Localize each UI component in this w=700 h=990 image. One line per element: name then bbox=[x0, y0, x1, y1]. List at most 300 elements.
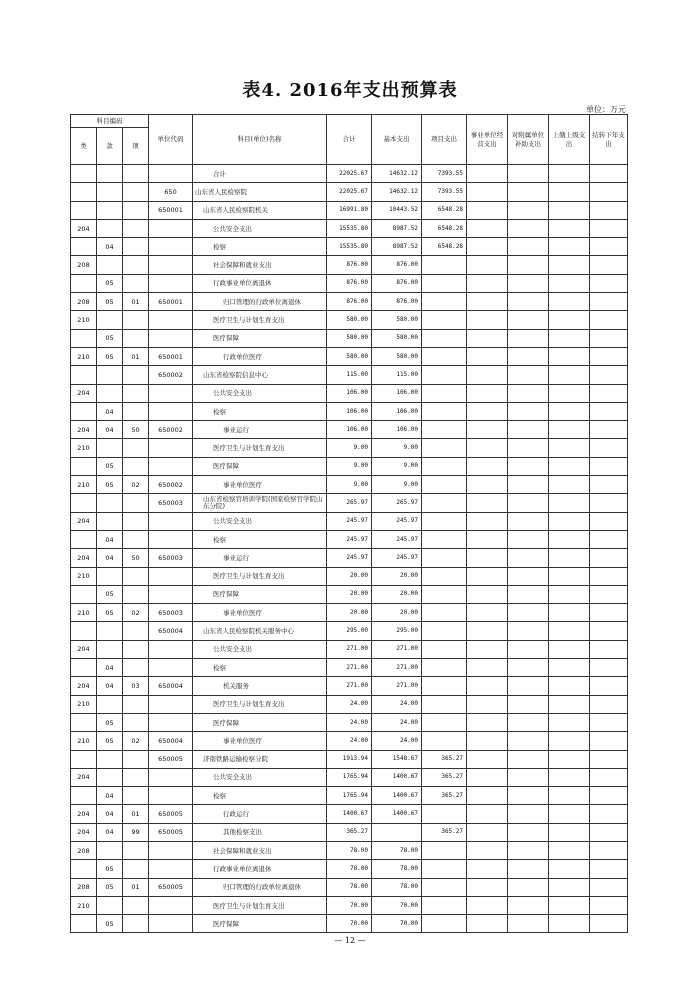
table-row bbox=[71, 457, 628, 475]
cell-project bbox=[422, 347, 467, 365]
cell-subsidy bbox=[508, 677, 549, 695]
cell-basic: 580.00 bbox=[372, 347, 422, 365]
cell-total: 245.97 bbox=[327, 549, 372, 567]
cell-kuan: 04 bbox=[97, 530, 123, 548]
cell-business bbox=[467, 274, 508, 292]
cell-project bbox=[422, 402, 467, 420]
cell-project bbox=[422, 311, 467, 329]
cell-carry bbox=[590, 219, 628, 237]
cell-business bbox=[467, 183, 508, 201]
cell-xiang bbox=[123, 219, 149, 237]
cell-lei bbox=[71, 622, 97, 640]
cell-business bbox=[467, 604, 508, 622]
cell-upper bbox=[549, 329, 590, 347]
cell-carry bbox=[590, 659, 628, 677]
cell-xiang bbox=[123, 659, 149, 677]
cell-basic: 1400.67 bbox=[372, 787, 422, 805]
budget-table bbox=[70, 114, 628, 933]
cell-basic bbox=[372, 823, 422, 841]
cell-basic: 10443.52 bbox=[372, 201, 422, 219]
cell-total: 1913.94 bbox=[327, 750, 372, 768]
cell-business bbox=[467, 585, 508, 603]
cell-subsidy bbox=[508, 329, 549, 347]
cell-lei: 204 bbox=[71, 384, 97, 402]
cell-total: 106.00 bbox=[327, 421, 372, 439]
page-title: 表4. 2016年支出预算表 bbox=[242, 80, 458, 101]
cell-business bbox=[467, 494, 508, 512]
cell-carry bbox=[590, 256, 628, 274]
cell-name: 行政事业单位离退休 bbox=[193, 860, 327, 878]
cell-basic: 271.00 bbox=[372, 640, 422, 658]
cell-unit-code: 650001 bbox=[149, 201, 193, 219]
cell-kuan: 05 bbox=[97, 476, 123, 494]
cell-lei bbox=[71, 659, 97, 677]
cell-kuan: 04 bbox=[97, 421, 123, 439]
cell-unit-code bbox=[149, 512, 193, 530]
cell-basic: 245.97 bbox=[372, 549, 422, 567]
cell-upper bbox=[549, 238, 590, 256]
cell-subsidy bbox=[508, 585, 549, 603]
cell-lei: 210 bbox=[71, 439, 97, 457]
cell-upper bbox=[549, 841, 590, 859]
cell-upper bbox=[549, 549, 590, 567]
cell-carry bbox=[590, 165, 628, 183]
cell-kuan bbox=[97, 841, 123, 859]
header-lei: 类 bbox=[71, 128, 97, 165]
table-row bbox=[71, 659, 628, 677]
cell-name: 山东省人民检察院机关服务中心 bbox=[193, 622, 327, 640]
cell-kuan: 04 bbox=[97, 402, 123, 420]
cell-unit-code: 650002 bbox=[149, 421, 193, 439]
cell-business bbox=[467, 805, 508, 823]
cell-project bbox=[422, 732, 467, 750]
cell-project: 6548.28 bbox=[422, 201, 467, 219]
cell-upper bbox=[549, 439, 590, 457]
cell-basic: 24.00 bbox=[372, 695, 422, 713]
cell-carry bbox=[590, 347, 628, 365]
cell-unit-code bbox=[149, 787, 193, 805]
cell-basic: 70.00 bbox=[372, 896, 422, 914]
header-basic: 基本支出 bbox=[372, 115, 422, 165]
cell-project bbox=[422, 567, 467, 585]
cell-total: 22025.67 bbox=[327, 165, 372, 183]
cell-unit-code bbox=[149, 238, 193, 256]
cell-unit-code: 650003 bbox=[149, 549, 193, 567]
cell-kuan: 04 bbox=[97, 238, 123, 256]
cell-unit-code bbox=[149, 311, 193, 329]
cell-name: 医疗保障 bbox=[193, 915, 327, 933]
cell-total: 70.00 bbox=[327, 915, 372, 933]
cell-carry bbox=[590, 732, 628, 750]
cell-basic: 9.00 bbox=[372, 476, 422, 494]
budget-table-container bbox=[70, 114, 628, 933]
cell-xiang: 01 bbox=[123, 347, 149, 365]
cell-business bbox=[467, 530, 508, 548]
cell-xiang bbox=[123, 494, 149, 512]
cell-business bbox=[467, 347, 508, 365]
cell-kuan bbox=[97, 494, 123, 512]
cell-lei bbox=[71, 713, 97, 731]
cell-lei: 208 bbox=[71, 293, 97, 311]
cell-kuan bbox=[97, 183, 123, 201]
cell-lei bbox=[71, 585, 97, 603]
cell-carry bbox=[590, 201, 628, 219]
cell-name: 社会保障和就业支出 bbox=[193, 841, 327, 859]
cell-unit-code bbox=[149, 439, 193, 457]
cell-upper bbox=[549, 274, 590, 292]
cell-upper bbox=[549, 860, 590, 878]
cell-project bbox=[422, 659, 467, 677]
cell-upper bbox=[549, 768, 590, 786]
cell-upper bbox=[549, 165, 590, 183]
cell-total: 580.00 bbox=[327, 329, 372, 347]
cell-basic: 1400.67 bbox=[372, 768, 422, 786]
cell-carry bbox=[590, 604, 628, 622]
cell-business bbox=[467, 896, 508, 914]
cell-upper bbox=[549, 494, 590, 512]
cell-business bbox=[467, 622, 508, 640]
cell-lei bbox=[71, 274, 97, 292]
cell-total: 9.00 bbox=[327, 476, 372, 494]
cell-subsidy bbox=[508, 347, 549, 365]
cell-unit-code: 650002 bbox=[149, 476, 193, 494]
cell-basic: 78.00 bbox=[372, 841, 422, 859]
cell-lei: 210 bbox=[71, 695, 97, 713]
cell-xiang bbox=[123, 238, 149, 256]
cell-carry bbox=[590, 622, 628, 640]
page-number: — 12 — bbox=[334, 936, 366, 945]
cell-xiang bbox=[123, 530, 149, 548]
cell-lei bbox=[71, 787, 97, 805]
cell-project bbox=[422, 274, 467, 292]
cell-unit-code bbox=[149, 219, 193, 237]
cell-lei: 208 bbox=[71, 256, 97, 274]
cell-carry bbox=[590, 713, 628, 731]
cell-carry bbox=[590, 768, 628, 786]
cell-basic: 24.00 bbox=[372, 713, 422, 731]
cell-project bbox=[422, 860, 467, 878]
cell-kuan bbox=[97, 512, 123, 530]
header-subject-code: 科目编码 bbox=[71, 115, 149, 128]
cell-project bbox=[422, 841, 467, 859]
cell-lei bbox=[71, 860, 97, 878]
cell-lei bbox=[71, 183, 97, 201]
cell-unit-code bbox=[149, 896, 193, 914]
cell-xiang bbox=[123, 695, 149, 713]
table-row bbox=[71, 219, 628, 237]
cell-xiang bbox=[123, 329, 149, 347]
cell-unit-code: 650005 bbox=[149, 750, 193, 768]
cell-lei: 204 bbox=[71, 512, 97, 530]
cell-upper bbox=[549, 585, 590, 603]
cell-xiang bbox=[123, 402, 149, 420]
cell-kuan: 04 bbox=[97, 549, 123, 567]
cell-name: 事业单位医疗 bbox=[193, 476, 327, 494]
cell-xiang bbox=[123, 713, 149, 731]
cell-total: 1765.94 bbox=[327, 787, 372, 805]
cell-unit-code bbox=[149, 457, 193, 475]
cell-total: 9.00 bbox=[327, 457, 372, 475]
cell-name: 医疗卫生与计划生育支出 bbox=[193, 896, 327, 914]
table-row bbox=[71, 256, 628, 274]
cell-business bbox=[467, 823, 508, 841]
cell-name: 合计 bbox=[193, 165, 327, 183]
cell-subsidy bbox=[508, 604, 549, 622]
cell-kuan bbox=[97, 768, 123, 786]
cell-unit-code: 650001 bbox=[149, 293, 193, 311]
cell-carry bbox=[590, 878, 628, 896]
cell-business bbox=[467, 201, 508, 219]
cell-xiang bbox=[123, 311, 149, 329]
cell-basic: 245.97 bbox=[372, 512, 422, 530]
cell-xiang: 50 bbox=[123, 421, 149, 439]
cell-business bbox=[467, 915, 508, 933]
cell-project bbox=[422, 805, 467, 823]
header-xiang: 项 bbox=[123, 128, 149, 165]
cell-upper bbox=[549, 530, 590, 548]
table-row bbox=[71, 841, 628, 859]
cell-lei bbox=[71, 201, 97, 219]
cell-name: 山东省检察官培训学院(国家检察官学院山东分院) bbox=[193, 494, 327, 512]
cell-xiang: 50 bbox=[123, 549, 149, 567]
cell-project: 365.27 bbox=[422, 823, 467, 841]
cell-business bbox=[467, 256, 508, 274]
cell-lei: 210 bbox=[71, 732, 97, 750]
cell-basic: 271.00 bbox=[372, 659, 422, 677]
cell-kuan: 04 bbox=[97, 787, 123, 805]
cell-carry bbox=[590, 366, 628, 384]
cell-subsidy bbox=[508, 787, 549, 805]
table-row bbox=[71, 622, 628, 640]
cell-unit-code: 650004 bbox=[149, 732, 193, 750]
cell-project: 365.27 bbox=[422, 787, 467, 805]
cell-project: 7393.55 bbox=[422, 183, 467, 201]
cell-xiang: 99 bbox=[123, 823, 149, 841]
cell-kuan: 05 bbox=[97, 860, 123, 878]
cell-lei: 204 bbox=[71, 768, 97, 786]
cell-unit-code bbox=[149, 530, 193, 548]
cell-unit-code: 650 bbox=[149, 183, 193, 201]
cell-total: 271.00 bbox=[327, 677, 372, 695]
cell-business bbox=[467, 293, 508, 311]
cell-subsidy bbox=[508, 549, 549, 567]
cell-total: 106.00 bbox=[327, 384, 372, 402]
header-kuan: 款 bbox=[97, 128, 123, 165]
cell-lei bbox=[71, 402, 97, 420]
cell-basic: 70.00 bbox=[372, 915, 422, 933]
cell-lei: 204 bbox=[71, 640, 97, 658]
cell-name: 归口管理的行政单位离退休 bbox=[193, 878, 327, 896]
cell-business bbox=[467, 640, 508, 658]
cell-total: 24.00 bbox=[327, 732, 372, 750]
cell-unit-code bbox=[149, 713, 193, 731]
cell-upper bbox=[549, 750, 590, 768]
unit-label: 单位：万元 bbox=[586, 105, 626, 114]
cell-name: 检察 bbox=[193, 402, 327, 420]
cell-lei: 204 bbox=[71, 805, 97, 823]
cell-business bbox=[467, 512, 508, 530]
cell-name: 医疗保障 bbox=[193, 713, 327, 731]
cell-carry bbox=[590, 421, 628, 439]
cell-project bbox=[422, 640, 467, 658]
cell-project: 365.27 bbox=[422, 750, 467, 768]
table-row bbox=[71, 311, 628, 329]
cell-name: 济南铁路运输检察分院 bbox=[193, 750, 327, 768]
table-row bbox=[71, 713, 628, 731]
cell-kuan bbox=[97, 201, 123, 219]
cell-xiang: 01 bbox=[123, 293, 149, 311]
cell-name: 医疗保障 bbox=[193, 585, 327, 603]
cell-unit-code: 650004 bbox=[149, 622, 193, 640]
cell-total: 876.00 bbox=[327, 256, 372, 274]
cell-name: 医疗卫生与计划生育支出 bbox=[193, 695, 327, 713]
cell-unit-code: 650003 bbox=[149, 494, 193, 512]
cell-subsidy bbox=[508, 402, 549, 420]
cell-unit-code bbox=[149, 165, 193, 183]
cell-subsidy bbox=[508, 659, 549, 677]
cell-name: 其他检察支出 bbox=[193, 823, 327, 841]
table-row bbox=[71, 494, 628, 512]
cell-xiang bbox=[123, 841, 149, 859]
cell-carry bbox=[590, 439, 628, 457]
cell-lei: 210 bbox=[71, 604, 97, 622]
cell-total: 24.00 bbox=[327, 713, 372, 731]
header-project: 项目支出 bbox=[422, 115, 467, 165]
cell-upper bbox=[549, 915, 590, 933]
cell-basic: 106.00 bbox=[372, 421, 422, 439]
cell-business bbox=[467, 311, 508, 329]
cell-business bbox=[467, 677, 508, 695]
cell-carry bbox=[590, 512, 628, 530]
cell-basic: 580.00 bbox=[372, 311, 422, 329]
table-row bbox=[71, 402, 628, 420]
table-row bbox=[71, 823, 628, 841]
cell-name: 事业单位医疗 bbox=[193, 604, 327, 622]
table-row bbox=[71, 274, 628, 292]
cell-business bbox=[467, 476, 508, 494]
cell-xiang bbox=[123, 585, 149, 603]
cell-upper bbox=[549, 421, 590, 439]
cell-basic: 106.00 bbox=[372, 384, 422, 402]
cell-unit-code bbox=[149, 585, 193, 603]
cell-lei bbox=[71, 494, 97, 512]
cell-xiang: 02 bbox=[123, 604, 149, 622]
cell-xiang bbox=[123, 787, 149, 805]
cell-carry bbox=[590, 896, 628, 914]
cell-business bbox=[467, 841, 508, 859]
header-business: 事业单位经营支出 bbox=[467, 115, 508, 165]
cell-lei bbox=[71, 366, 97, 384]
cell-upper bbox=[549, 787, 590, 805]
cell-subsidy bbox=[508, 695, 549, 713]
cell-total: 15535.80 bbox=[327, 219, 372, 237]
cell-name: 医疗卫生与计划生育支出 bbox=[193, 567, 327, 585]
cell-project bbox=[422, 896, 467, 914]
cell-project bbox=[422, 585, 467, 603]
cell-xiang: 01 bbox=[123, 878, 149, 896]
cell-business bbox=[467, 750, 508, 768]
cell-subsidy bbox=[508, 293, 549, 311]
cell-subsidy bbox=[508, 713, 549, 731]
cell-name: 山东省检察院信息中心 bbox=[193, 366, 327, 384]
cell-subsidy bbox=[508, 238, 549, 256]
cell-subsidy bbox=[508, 439, 549, 457]
cell-carry bbox=[590, 860, 628, 878]
table-row bbox=[71, 293, 628, 311]
cell-carry bbox=[590, 787, 628, 805]
table-row bbox=[71, 530, 628, 548]
cell-basic: 271.00 bbox=[372, 677, 422, 695]
cell-upper bbox=[549, 476, 590, 494]
cell-subsidy bbox=[508, 732, 549, 750]
cell-kuan: 05 bbox=[97, 878, 123, 896]
cell-name: 公共安全支出 bbox=[193, 512, 327, 530]
table-row bbox=[71, 384, 628, 402]
cell-project: 365.27 bbox=[422, 768, 467, 786]
cell-xiang: 02 bbox=[123, 732, 149, 750]
cell-carry bbox=[590, 402, 628, 420]
header-total: 合计 bbox=[327, 115, 372, 165]
table-row bbox=[71, 439, 628, 457]
cell-project bbox=[422, 494, 467, 512]
cell-lei bbox=[71, 750, 97, 768]
cell-total: 106.00 bbox=[327, 402, 372, 420]
cell-project bbox=[422, 530, 467, 548]
cell-unit-code bbox=[149, 384, 193, 402]
cell-carry bbox=[590, 530, 628, 548]
cell-unit-code bbox=[149, 860, 193, 878]
cell-upper bbox=[549, 366, 590, 384]
cell-xiang bbox=[123, 457, 149, 475]
cell-name: 事业单位医疗 bbox=[193, 732, 327, 750]
cell-kuan: 05 bbox=[97, 274, 123, 292]
cell-xiang bbox=[123, 274, 149, 292]
cell-subsidy bbox=[508, 366, 549, 384]
cell-basic: 115.00 bbox=[372, 366, 422, 384]
cell-business bbox=[467, 366, 508, 384]
cell-project bbox=[422, 439, 467, 457]
cell-name: 行政事业单位离退休 bbox=[193, 274, 327, 292]
cell-project bbox=[422, 695, 467, 713]
cell-business bbox=[467, 860, 508, 878]
cell-project: 6548.28 bbox=[422, 238, 467, 256]
cell-business bbox=[467, 238, 508, 256]
cell-total: 9.00 bbox=[327, 439, 372, 457]
cell-carry bbox=[590, 311, 628, 329]
cell-project bbox=[422, 457, 467, 475]
cell-business bbox=[467, 878, 508, 896]
cell-name: 公共安全支出 bbox=[193, 384, 327, 402]
cell-project bbox=[422, 878, 467, 896]
cell-lei: 210 bbox=[71, 347, 97, 365]
cell-xiang bbox=[123, 366, 149, 384]
cell-upper bbox=[549, 293, 590, 311]
cell-subsidy bbox=[508, 567, 549, 585]
cell-lei: 204 bbox=[71, 677, 97, 695]
cell-basic: 245.97 bbox=[372, 530, 422, 548]
cell-basic: 20.00 bbox=[372, 604, 422, 622]
cell-xiang bbox=[123, 512, 149, 530]
cell-name: 事业运行 bbox=[193, 421, 327, 439]
cell-upper bbox=[549, 311, 590, 329]
cell-basic: 20.00 bbox=[372, 567, 422, 585]
cell-upper bbox=[549, 878, 590, 896]
cell-carry bbox=[590, 640, 628, 658]
table-row bbox=[71, 732, 628, 750]
cell-total: 265.97 bbox=[327, 494, 372, 512]
cell-subsidy bbox=[508, 201, 549, 219]
cell-xiang bbox=[123, 439, 149, 457]
